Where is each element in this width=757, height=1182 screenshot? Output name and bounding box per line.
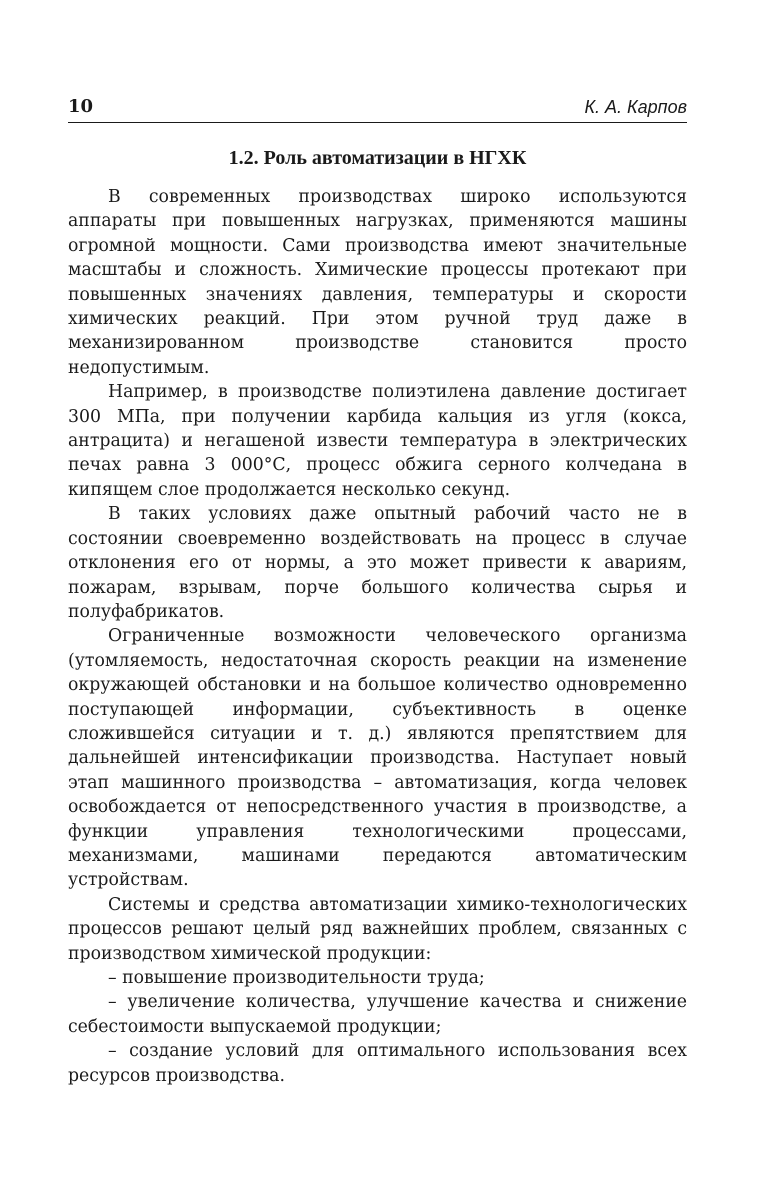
list-item: – повышение производительности труда; xyxy=(108,968,485,988)
body-text xyxy=(68,185,687,1088)
paragraph: В таких условиях даже опытный рабочий часто не в состоянии своевременно воздействовать на процесс в случае отклонения его от нормы, а это может привести к авариям, пожарам, взрывам, порче большого количества сырья и полуфабрикатов. xyxy=(68,504,687,622)
page-number: 10 xyxy=(68,96,94,117)
paragraph: В современных производствах широко используются аппараты при повышенных нагрузках, применяются машины огромной мощности. Сами производства имеют значительные масштабы и сложность. Химические процессы протекают при повышенных значениях давления, температуры и скорости химических реакций. При этом ручной труд даже в механизированном производстве становится просто недопустимым. xyxy=(68,187,687,378)
list-item: – создание условий для оптимального использования всех ресурсов производства. xyxy=(68,1041,687,1086)
paragraph: Ограниченные возможности человеческого организма (утомляемость, недостаточная скорость реакции на изменение окружающей обстановки и на большое количество одновременно поступающей информации, субъективность в оценке сложившейся ситуации и т. д.) являются препятствием для дальнейшей интенсификации производства. Наступает новый этап машинного производства – автоматизация, когда человек освобождается от непосредственного участия в производстве, а функции управления технологическими процессами, механизмами, машинами передаются автоматическим устройствам. xyxy=(68,626,687,891)
section-title: 1.2. Роль автоматизации в НГХК xyxy=(228,147,527,169)
running-header xyxy=(68,96,687,123)
paragraph: Например, в производстве полиэтилена давление достигает 300 МПа, при получении карбида кальция из угля (кокса, антрацита) и негашеной извести температура в электрических печах равна 3 000°С, процесс обжига серного колчедана в кипящем слое продолжается несколько секунд. xyxy=(68,382,687,500)
running-header-author: К. А. Карпов xyxy=(584,97,687,117)
paragraph: Системы и средства автоматизации химико-технологических процессов решают целый ряд важнейших проблем, связанных с производством химической продукции: xyxy=(68,894,687,964)
list-item: – увеличение количества, улучшение качества и снижение себестоимости выпускаемой продукции; xyxy=(68,992,687,1037)
